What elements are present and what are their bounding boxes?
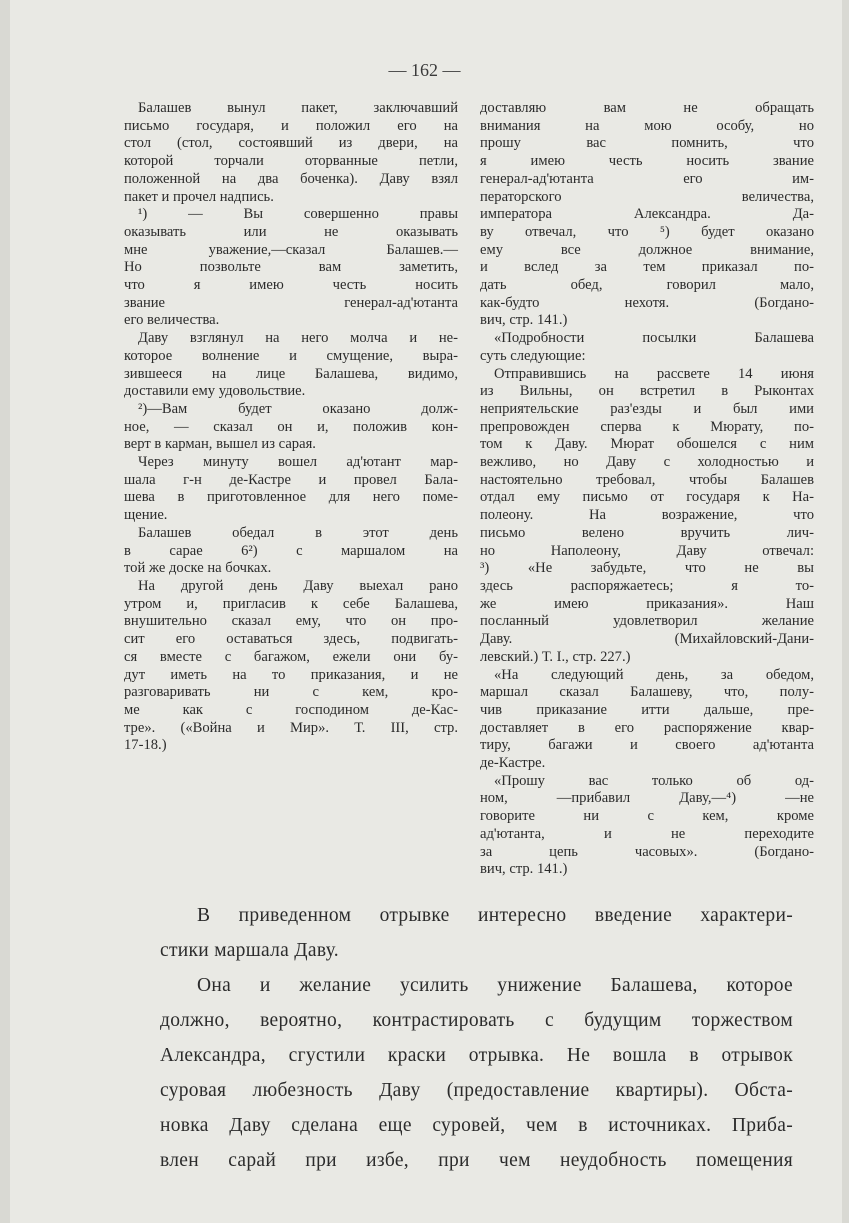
text-line: неприятельские раз'езды и был ими bbox=[480, 400, 814, 417]
text-line: ное, — сказал он и, положив кон- bbox=[124, 418, 458, 435]
text-line: отдал ему письмо от государя к На- bbox=[480, 489, 814, 506]
text-line: влен сарай при избе, при чем неудобность помещения bbox=[160, 1150, 793, 1171]
text-line: настоятельно требовал, чтобы Балашев bbox=[480, 471, 814, 488]
text-line: ме как с господином де-Кас- bbox=[124, 701, 458, 718]
text-line: Балашев вынул пакет, заключавший bbox=[138, 100, 458, 116]
text-line: ³) «Не забудьте, что не вы bbox=[480, 560, 814, 577]
paragraph bbox=[124, 330, 458, 401]
text-line: полеону. На возражение, что bbox=[480, 507, 814, 524]
text-line: новка Даву сделана еще суровей, чем в источниках. Приба- bbox=[160, 1115, 793, 1136]
text-line: шала г-н де-Кастре и провел Бала- bbox=[124, 471, 458, 488]
text-line: доставляет в его распоряжение квар- bbox=[480, 719, 814, 736]
paragraph bbox=[124, 454, 458, 525]
text-line: посланный удовлетворил желание bbox=[480, 613, 814, 630]
text-line: той же доске на бочках. bbox=[124, 560, 272, 577]
text-line: ся вместе с багажом, ежели они бу- bbox=[124, 648, 458, 665]
text-line: ад'ютанта, и не переходите bbox=[480, 825, 814, 842]
text-line: положенной на два боченка). Даву взял bbox=[124, 170, 458, 187]
text-line: Даву взглянул на него молча и не- bbox=[138, 330, 458, 347]
text-line: письмо велено вручить лич- bbox=[480, 524, 814, 541]
text-line: стол (стол, состоявший из двери, на bbox=[124, 135, 458, 152]
text-line: внушительно сказал ему, что он про- bbox=[124, 613, 458, 630]
paragraph bbox=[480, 330, 814, 365]
text-line: внимания на мою особу, но bbox=[480, 117, 814, 134]
text-line: должно, вероятно, контрастировать с будущим торжеством bbox=[160, 1010, 793, 1031]
left-column-quote bbox=[124, 100, 458, 755]
text-line: императора Александра. Да- bbox=[480, 206, 814, 223]
text-line: ¹) — Вы совершенно правы bbox=[138, 206, 458, 223]
paragraph bbox=[480, 366, 814, 667]
text-line: Отправившись на рассвете 14 июня bbox=[494, 365, 814, 382]
text-line: Даву. (Михайловский-Дани- bbox=[480, 631, 814, 648]
text-line: «Прошу вас только об од- bbox=[494, 772, 814, 789]
text-line: мне уважение,—сказал Балашев.— bbox=[124, 241, 458, 258]
text-line: В приведенном отрывке интересно введение характери- bbox=[197, 905, 793, 926]
text-line: здесь распоряжаетесь; я то- bbox=[480, 577, 814, 594]
text-line: Но позвольте вам заметить, bbox=[124, 259, 458, 276]
paragraph bbox=[124, 100, 458, 206]
paragraph bbox=[160, 968, 793, 1178]
text-line: левский.) Т. I., стр. 227.) bbox=[480, 648, 631, 665]
text-line: доставляю вам не обращать bbox=[480, 100, 814, 116]
text-line: из Вильны, он встретил в Рыконтах bbox=[480, 383, 814, 400]
text-line: как-будто нехотя. (Богдано- bbox=[480, 294, 814, 311]
text-line: суровая любезность Даву (предоставление квартиры). Обста- bbox=[160, 1080, 793, 1101]
text-line: ном, —прибавил Даву,—⁴) —не bbox=[480, 790, 814, 807]
text-line: в сарае 6²) с маршалом на bbox=[124, 542, 458, 559]
text-line: но Наполеону, Даву отвечал: bbox=[480, 542, 814, 559]
text-line: де-Кастре. bbox=[480, 755, 546, 772]
text-line: ему все должное внимание, bbox=[480, 241, 814, 258]
text-line: тиру, багажи и своего ад'ютанта bbox=[480, 737, 814, 754]
text-line: 17-18.) bbox=[124, 737, 167, 754]
paragraph bbox=[124, 206, 458, 330]
text-line: я имею честь носить звание bbox=[480, 153, 814, 170]
text-line: стики маршала Даву. bbox=[160, 940, 339, 961]
right-column-sources bbox=[480, 100, 814, 879]
text-line: ператорского величества, bbox=[480, 188, 814, 205]
paragraph bbox=[480, 667, 814, 773]
text-line: «На следующий день, за обедом, bbox=[494, 666, 814, 683]
text-line: и вслед за тем приказал по- bbox=[480, 259, 814, 276]
text-line: звание генерал-ад'ютанта bbox=[124, 294, 458, 311]
text-line: верт в карман, вышел из сарая. bbox=[124, 436, 316, 453]
text-line: Балашев обедал в этот день bbox=[138, 524, 458, 541]
text-line: вич, стр. 141.) bbox=[480, 312, 568, 329]
main-commentary bbox=[160, 898, 793, 1178]
text-line: дут иметь на то приказания, и не bbox=[124, 666, 458, 683]
text-line: зившееся на лице Балашева, видимо, bbox=[124, 365, 458, 382]
text-line: сит его оставаться здесь, подвигать- bbox=[124, 631, 458, 648]
text-line: которой торчали оторванные петли, bbox=[124, 153, 458, 170]
paragraph bbox=[480, 773, 814, 879]
text-line: ву отвечал, что ⁵) будет оказано bbox=[480, 223, 814, 240]
paragraph bbox=[124, 525, 458, 578]
text-line: маршал сказал Балашеву, что, полу- bbox=[480, 684, 814, 701]
text-line: за цепь часовых». (Богдано- bbox=[480, 843, 814, 860]
text-line: вежливо, но Даву с холодностью и bbox=[480, 454, 814, 471]
paragraph bbox=[160, 898, 793, 968]
text-line: что я имею честь носить bbox=[124, 277, 458, 294]
text-line: дать обед, говорил мало, bbox=[480, 277, 814, 294]
text-line: доставили ему удовольствие. bbox=[124, 383, 306, 400]
text-line: вич, стр. 141.) bbox=[480, 861, 568, 878]
text-line: разговаривать ни с кем, кро- bbox=[124, 684, 458, 701]
text-line: препровожден сперва к Мюрату, по- bbox=[480, 418, 814, 435]
text-line: щение. bbox=[124, 507, 168, 524]
text-line: прошу вас помнить, что bbox=[480, 135, 814, 152]
paragraph bbox=[124, 578, 458, 755]
text-line: говорите ни с кем, кроме bbox=[480, 808, 814, 825]
paragraph bbox=[124, 401, 458, 454]
text-line: пакет и прочел надпись. bbox=[124, 188, 274, 205]
text-line: тре». («Война и Мир». Т. III, стр. bbox=[124, 719, 458, 736]
text-line: чив приказание итти дальше, пре- bbox=[480, 701, 814, 718]
page-number: — 162 — bbox=[388, 60, 461, 80]
text-line: ²)—Вам будет оказано долж- bbox=[138, 400, 458, 417]
text-line: которое волнение и смущение, выра- bbox=[124, 347, 458, 364]
paragraph bbox=[480, 100, 814, 330]
text-line: генерал-ад'ютанта его им- bbox=[480, 170, 814, 187]
text-line: На другой день Даву выехал рано bbox=[138, 577, 458, 594]
text-line: суть следующие: bbox=[480, 347, 586, 364]
text-line: утром и, пригласив к себе Балашева, bbox=[124, 595, 458, 612]
text-line: письмо государя, и положил его на bbox=[124, 117, 458, 134]
text-line: Она и желание усилить унижение Балашева, которое bbox=[197, 975, 793, 996]
text-line: том к Даву. Мюрат обошелся с ним bbox=[480, 436, 814, 453]
text-line: Александра, сгустили краски отрывка. Не вошла в отрывок bbox=[160, 1045, 793, 1066]
text-line: его величества. bbox=[124, 312, 220, 329]
text-line: же имею приказания». Наш bbox=[480, 595, 814, 612]
text-line: Через минуту вошел ад'ютант мар- bbox=[138, 454, 458, 471]
text-line: «Подробности посылки Балашева bbox=[494, 330, 814, 347]
text-line: оказывать или не оказывать bbox=[124, 223, 458, 240]
text-line: шева в приготовленное для него поме- bbox=[124, 489, 458, 506]
